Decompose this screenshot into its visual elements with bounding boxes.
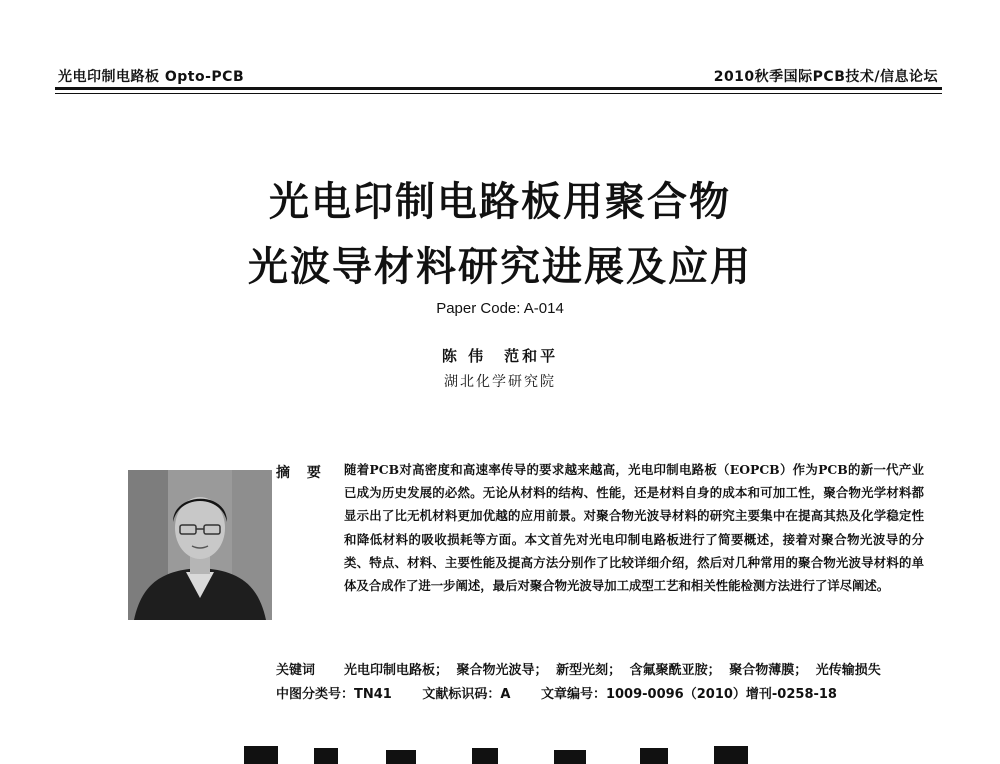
paper-title-line-2: 光波导材料研究进展及应用: [248, 244, 752, 290]
keyword-item: 新型光刻；: [556, 663, 622, 678]
author-photo: [128, 470, 272, 620]
paper-code: Paper Code: A-014: [436, 300, 564, 317]
running-header-right: 2010秋季国际PCB技术/信息论坛: [713, 69, 938, 85]
article-number: 文章编号：1009-0096（2010）增刊-0258-18: [540, 687, 837, 702]
keyword-item: 聚合物光波导；: [456, 663, 548, 678]
clc-number: 中图分类号：TN41: [276, 687, 392, 702]
running-header-left: 光电印制电路板 Opto-PCB: [58, 69, 245, 85]
keywords-list: [344, 659, 924, 678]
authors: 陈 伟 范和平: [441, 347, 559, 365]
document-code: 文献标识码：A: [422, 687, 511, 702]
cutoff-next-heading: [236, 742, 766, 764]
author-portrait-image: [128, 470, 272, 620]
keyword-item: 光电印制电路板；: [344, 663, 449, 678]
keyword-item: 光传输损失: [815, 663, 881, 678]
keywords-label: 关键词: [276, 663, 316, 678]
abstract-label: 摘 要: [276, 465, 327, 481]
keyword-item: 含氟聚酰亚胺；: [629, 663, 721, 678]
abstract-text: 随着PCB对高密度和高速率传导的要求越来越高，光电印制电路板（EOPCB）作为PCB的新一代产业已成为历史发展的必然。无论从材料的结构、性能，还是材料自身的成本和可加工性，聚合物光学材料都显示出了比无机材料更加优越的应用前景。对聚合物光波导材料的研究主要集中在提高其热及化学稳定性和降低材料的吸收损耗等方面。本文首先对光电印制电路板进行了简要概述，接着对聚合物光波导的分类、特点、材料、主要性能及提高方法分别作了比较详细介绍，然后对几种常用的聚合物光波导材料的单体及合成作了进一步阐述，最后对聚合物光波导加工成型工艺和相关性能检测方法进行了详尽阐述。: [344, 462, 924, 594]
classification-line: [276, 683, 863, 702]
paper-title-line-1: 光电印制电路板用聚合物: [269, 179, 731, 225]
affiliation: 湖北化学研究院: [444, 374, 556, 390]
header-rule-thick: [55, 87, 942, 90]
keyword-item: 聚合物薄膜；: [729, 663, 808, 678]
header-rule-thin: [55, 93, 942, 94]
